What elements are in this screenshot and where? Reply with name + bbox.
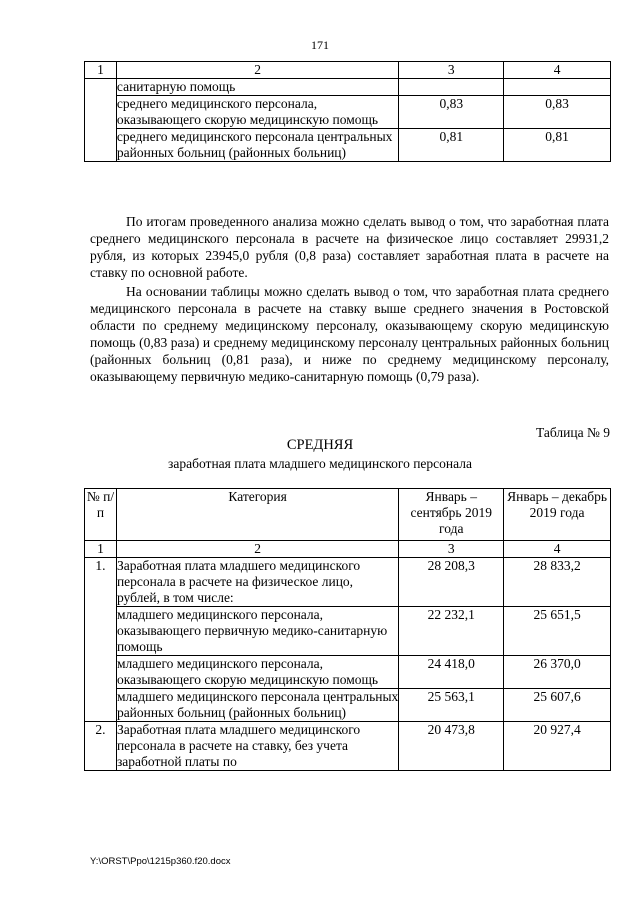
empty-cell (85, 79, 117, 162)
value-cell: 28 208,3 (399, 558, 504, 607)
page-number: 171 (311, 38, 329, 52)
table-row (85, 96, 611, 129)
index-cell: 1 (85, 541, 117, 558)
value-cell: 0,83 (504, 96, 611, 129)
category-cell: Заработная плата младшего медицинского персонала в расчете на физическое лицо, рублей, в том числе: (116, 558, 398, 607)
category-cell: среднего медицинского персонала, оказывающего скорую медицинскую помощь (116, 96, 398, 129)
category-cell: среднего медицинского персонала центральных районных больниц (районных больниц) (116, 129, 398, 162)
header-cell: 4 (504, 62, 611, 79)
table-row (85, 558, 611, 607)
value-cell: 20 927,4 (504, 722, 611, 771)
category-cell: младшего медицинского персонала, оказывающего скорую медицинскую помощь (116, 656, 398, 689)
table-row (85, 689, 611, 722)
value-cell: 28 833,2 (504, 558, 611, 607)
continuation-table (84, 61, 611, 162)
value-cell: 26 370,0 (504, 656, 611, 689)
period-header-9m: Январь – сентябрь 2019 года (399, 489, 504, 541)
index-cell: 4 (504, 541, 611, 558)
row-number: 1. (85, 558, 117, 722)
category-cell: младшего медицинского персонала, оказывающего первичную медико-санитарную помощь (116, 607, 398, 656)
index-cell: 3 (399, 541, 504, 558)
header-cell: 3 (399, 62, 504, 79)
table-subtitle: заработная плата младшего медицинского персонала (168, 456, 472, 471)
header-cell: 2 (116, 62, 398, 79)
header-cell: 1 (85, 62, 117, 79)
value-cell: 0,81 (399, 129, 504, 162)
table-row (85, 129, 611, 162)
table-row (85, 722, 611, 771)
table-row (85, 607, 611, 656)
index-cell: 2 (116, 541, 398, 558)
number-header: № п/п (85, 489, 117, 541)
conclusion-paragraph: На основании таблицы можно сделать вывод о том, что заработная плата среднего медицинского персонала в расчете на ставку выше среднего значения в Ростовской области по среднему медицинскому персоналу, оказывающему скорую медицинскую помощь (0,83 раза) и среднему медицинскому персоналу центральных районных больниц (районных больниц (0,81 раза), и ниже по среднему медицинскому персоналу, оказывающему первичную медико-санитарную помощь (0,79 раза). (90, 284, 609, 384)
index-row (85, 541, 611, 558)
table-header-row (85, 62, 611, 79)
value-cell: 25 563,1 (399, 689, 504, 722)
table-row (85, 656, 611, 689)
value-cell: 22 232,1 (399, 607, 504, 656)
value-cell: 25 651,5 (504, 607, 611, 656)
analysis-paragraph: По итогам проведенного анализа можно сделать вывод о том, что заработная плата среднего медицинского персонала в расчете на физическое лицо составляет 29931,2 рубля, из которых 23945,0 рубля (0,8 раза) составляет заработная плата в расчете на ставку по основной работе. (90, 214, 609, 280)
value-cell: 20 473,8 (399, 722, 504, 771)
value-cell: 24 418,0 (399, 656, 504, 689)
category-cell: Заработная плата младшего медицинского персонала в расчете на ставку, без учета заработной платы по (116, 722, 398, 771)
table-header-row (85, 489, 611, 541)
period-header-12m: Январь – декабрь 2019 года (504, 489, 611, 541)
category-cell: санитарную помощь (116, 79, 398, 96)
table-label: Таблица № 9 (536, 425, 610, 440)
row-number: 2. (85, 722, 117, 771)
table-title: СРЕДНЯЯ (286, 437, 354, 453)
category-cell: младшего медицинского персонала центральных районных больниц (районных больниц) (116, 689, 399, 720)
salary-table (84, 488, 611, 771)
value-cell: 25 607,6 (504, 689, 611, 722)
footer-file-path: Y:\ORST\Ppo\1215p360.f20.docx (90, 856, 231, 867)
value-cell (504, 79, 611, 96)
value-cell (399, 79, 504, 96)
value-cell: 0,81 (504, 129, 611, 162)
value-cell: 0,83 (399, 96, 504, 129)
category-header: Категория (116, 489, 398, 541)
table-row (85, 79, 611, 96)
